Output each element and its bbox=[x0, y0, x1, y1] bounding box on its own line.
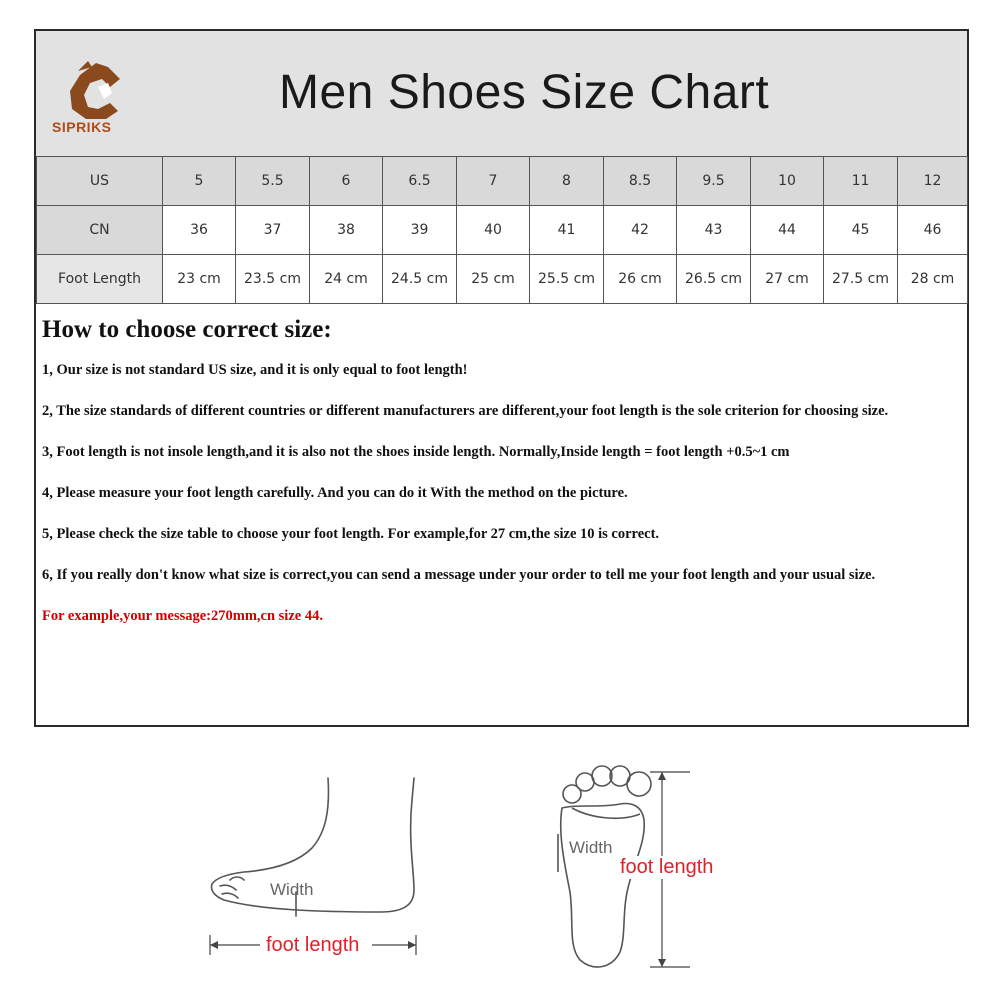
table-cell: 25 cm bbox=[457, 255, 530, 304]
top-width-label: Width bbox=[569, 838, 613, 857]
table-cell: 27.5 cm bbox=[824, 255, 898, 304]
table-cell: 26.5 cm bbox=[677, 255, 751, 304]
guide-item-1: 1, Our size is not standard US size, and it is only equal to foot length! bbox=[42, 362, 468, 378]
table-cell: 26 cm bbox=[604, 255, 677, 304]
table-cell: 6.5 bbox=[383, 157, 457, 206]
table-cell: 41 bbox=[530, 206, 604, 255]
side-foot-length-label: foot length bbox=[266, 934, 360, 956]
table-row-cn bbox=[37, 206, 968, 255]
table-cell: 25.5 cm bbox=[530, 255, 604, 304]
guide-item-3: 3, Foot length is not insole length,and it is also not the shoes inside length. Normally,Inside length = foot length +0.5~1 cm bbox=[42, 444, 790, 460]
table-cell: 5 bbox=[163, 157, 236, 206]
measurement-diagrams bbox=[0, 740, 1000, 1000]
guide-item-5: 5, Please check the size table to choose your foot length. For example,for 27 cm,the size 10 is correct. bbox=[42, 526, 660, 542]
guide-example: For example,your message:270mm,cn size 44. bbox=[42, 608, 323, 624]
table-cell: 42 bbox=[604, 206, 677, 255]
chart-header bbox=[36, 31, 967, 157]
top-foot-length-label: foot length bbox=[620, 856, 714, 878]
table-cell: 27 cm bbox=[751, 255, 824, 304]
table-cell: 45 bbox=[824, 206, 898, 255]
table-cell: 5.5 bbox=[236, 157, 310, 206]
table-cell: 23.5 cm bbox=[236, 255, 310, 304]
side-width-label: Width bbox=[270, 880, 314, 899]
table-cell: 39 bbox=[383, 206, 457, 255]
table-cell: 38 bbox=[310, 206, 383, 255]
table-cell: 10 bbox=[751, 157, 824, 206]
size-chart-panel bbox=[34, 29, 969, 727]
table-cell: 46 bbox=[898, 206, 968, 255]
table-cell: 12 bbox=[898, 157, 968, 206]
table-cell: 6 bbox=[310, 157, 383, 206]
table-cell: 44 bbox=[751, 206, 824, 255]
row-label-us: US bbox=[37, 157, 163, 206]
table-cell: 8 bbox=[530, 157, 604, 206]
table-cell: 23 cm bbox=[163, 255, 236, 304]
size-table bbox=[36, 156, 968, 304]
table-cell: 28 cm bbox=[898, 255, 968, 304]
guide-item-2: 2, The size standards of different countries or different manufacturers are different,your foot length is the sole criterion for choosing size. bbox=[42, 403, 889, 419]
table-row-us bbox=[37, 157, 968, 206]
table-cell: 11 bbox=[824, 157, 898, 206]
table-cell: 9.5 bbox=[677, 157, 751, 206]
table-cell: 36 bbox=[163, 206, 236, 255]
table-cell: 8.5 bbox=[604, 157, 677, 206]
page-title: Men Shoes Size Chart bbox=[279, 66, 770, 119]
row-label-cn: CN bbox=[37, 206, 163, 255]
guide-item-4: 4, Please measure your foot length carefully. And you can do it With the method on the picture. bbox=[42, 485, 628, 501]
brand-name: SIPRIKS bbox=[52, 119, 112, 135]
table-cell: 7 bbox=[457, 157, 530, 206]
table-cell: 24.5 cm bbox=[383, 255, 457, 304]
table-cell: 40 bbox=[457, 206, 530, 255]
guide-heading: How to choose correct size: bbox=[42, 316, 332, 343]
row-label-foot-length: Foot Length bbox=[37, 255, 163, 304]
table-row-foot-length bbox=[37, 255, 968, 304]
table-cell: 24 cm bbox=[310, 255, 383, 304]
guide-item-6: 6, If you really don't know what size is correct,you can send a message under your order to tell me your foot length and your usual size. bbox=[42, 567, 876, 583]
size-guide bbox=[42, 316, 962, 645]
table-cell: 37 bbox=[236, 206, 310, 255]
table-cell: 43 bbox=[677, 206, 751, 255]
